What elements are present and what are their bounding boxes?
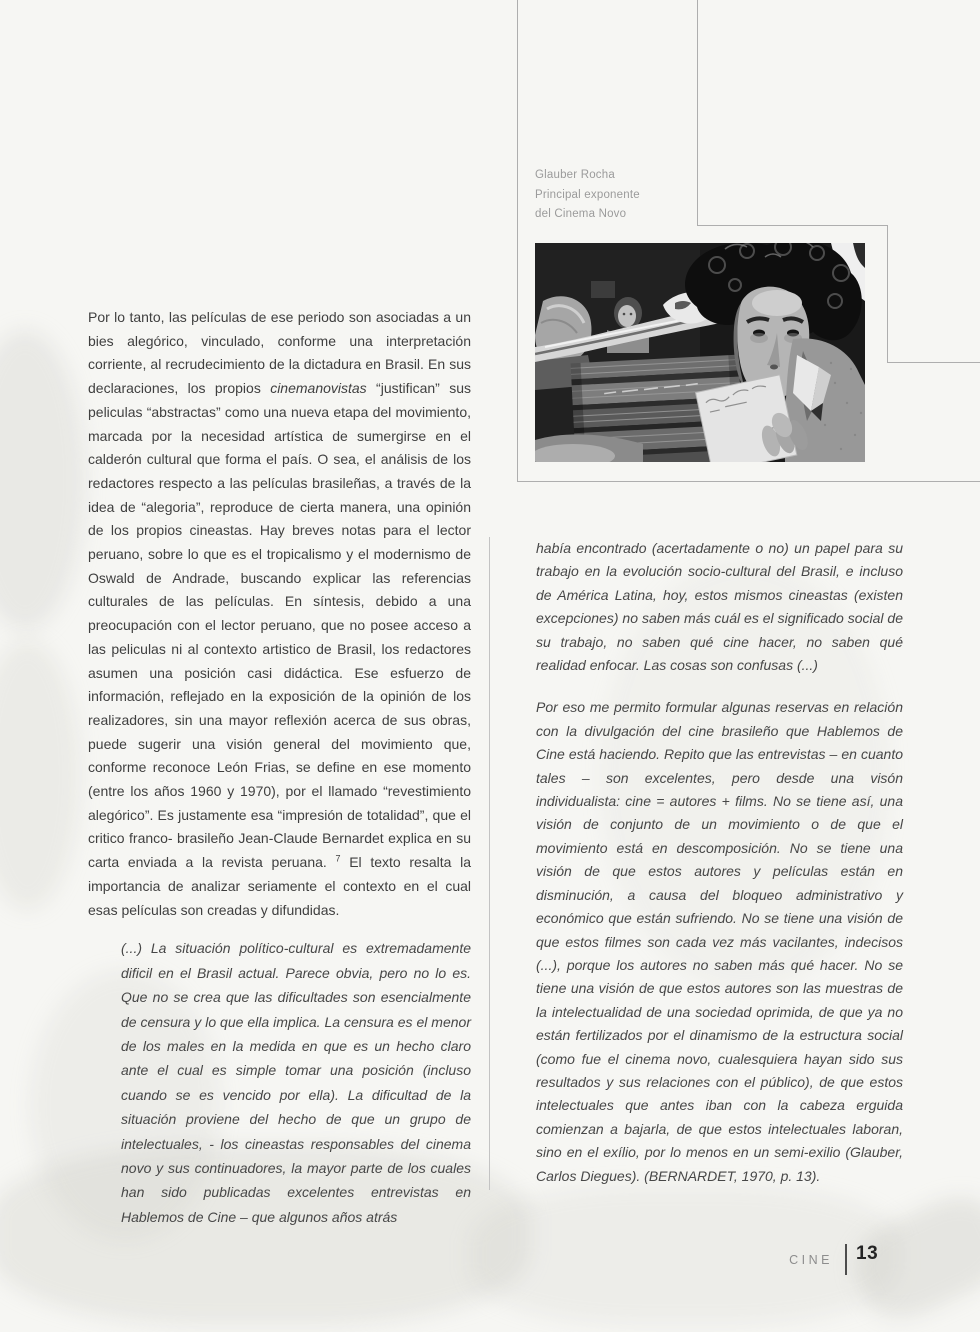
footer-section-label: CINE xyxy=(789,1253,833,1267)
frame-line-horizontal-right xyxy=(887,362,980,363)
frame-line-vertical-right xyxy=(887,225,888,363)
column-divider-rule xyxy=(489,537,490,1190)
block-quote: (...) La situación político-cultural es extremadamente dificil en el Brasil actual. Parece obvia, pero no lo es. Que no se crea que las dificultades son esencialmente de censura y lo que ella implica. La censura es el menor de los males en la medida en que es un hecho claro ante el cual es simple tomar una posición (incluso cuando se es vencido por ella). La dificultad de la situación proviene del hecho de que un grupo de intelectuales, - los cineastas responsables del cinema novo y sus continuadores, la mayor parte de los cuales han sido publicadas excelentes entrevistas en Hablemos de Cine – que algunos años atrás xyxy=(121,940,471,1225)
footer-separator-bar xyxy=(845,1244,847,1275)
block-quote: había encontrado (acertadamente o no) un papel para su trabajo en la evolución socio-cultural del Brasil, e incluso de América Latina, hoy, estos mismos cineastas (existen excepciones) no saben más cuál es el significado social de su trabajo, no saben qué cine hacer, no saben qué realidad enfocar. Las cosas son confusas (...) xyxy=(536,540,903,674)
texture-blob xyxy=(0,330,85,630)
body-paragraph xyxy=(88,306,471,922)
texture-blob xyxy=(470,1185,900,1325)
paragraph-text: El texto resalta la importancia de analizar seriamente el contexto en el cual esas películas son creadas y difundidas. xyxy=(88,854,471,918)
paragraph-text: Por lo tanto, las películas de ese periodo son asociadas a un bies alegórico, vinculado, conforme una interpretación corriente, al recrudecimiento de la dictadura en Brasil. En sus declaraciones, los propios xyxy=(88,309,471,397)
glauber-rocha-photo xyxy=(535,243,865,462)
frame-line-horizontal-bottom xyxy=(517,481,980,482)
left-column xyxy=(88,306,471,1229)
right-column xyxy=(536,537,903,1188)
caption-line: Principal exponente xyxy=(535,188,640,201)
photo-caption xyxy=(535,166,640,225)
page-number: 13 xyxy=(856,1243,879,1264)
frame-line-vertical-left xyxy=(517,0,518,481)
photo-illustration xyxy=(535,243,865,462)
paragraph-text: “justifican” sus peliculas “abstractas” como una nueva etapa del movimiento, marcada por la necesidad artística de sumergirse en el calderón cultural que forma el país. O sea, el análisis de los redactores respecto a las películas brasileñas, a través de la idea de “alegoria”, reproduce de cierta manera, una opinión de los propios cineastas. Hay breves notas para el lector peruano, sobre lo que es el tropicalismo y el modernismo de Oswald de Andrade, buscando explicar las referencias culturales de las películas. En síntesis, debido a una preocupación con el lector peruano, que no posee acceso a las peliculas ni al contexto artistico de Brasil, los redactores asumen una posición casi didáctica. Ese esfuerzo de información, reflejado en la exposición de la opinión de los realizadores, sin una mayor reflexión acerca de sus obras, puede sugerir una visión general del movimiento que, conforme reconoce León Frias, se define en ese momento (entre los años 1960 y 1970), por el llamado “revestimiento alegórico”. Es justamente esa “impresión de totalidad”, que el critico franco- brasileño Jean-Claude Bernardet explica en su carta enviada a la revista peruana. xyxy=(88,380,471,871)
italic-term: cinemanovistas xyxy=(270,380,367,397)
caption-line: Glauber Rocha xyxy=(535,169,615,181)
frame-line-vertical-top xyxy=(697,0,698,226)
footnote-marker: 7 xyxy=(335,853,341,864)
frame-line-horizontal-upper xyxy=(697,225,888,226)
texture-blob xyxy=(0,640,80,910)
caption-line: del Cinema Novo xyxy=(535,208,627,220)
block-quote: Por eso me permito formular algunas reservas en relación con la divulgación del cine brasileño que Hablemos de Cine está haciendo. Repito que las entrevistas – en cuanto tales – son excelentes, pero desde una visón individualista: cine = autores + films. No se tiene así, una visión de conjunto de un movimiento o de que el movimiento está en descomposición. No se tiene una visión de que estos autores y películas están en disminución, a causa del bloqueo administrativo y económico que están sufriendo. No se tiene una visión de que estos filmes son cada vez más vacilantes, indecisos (...), porque los autores no saben más qué hacer. No se tiene una visión de que estos autores son las muestras de la intelectualidad de una sociedad oprimida, de que ya no están fertilizados por el dinamismo de la estructura social (como fue el cinema novo, cualesquiera hayan sido sus resultados y sus relaciones con el público), de que estos intelectuales que antes iban con la cabeza erguida comienzan a bajarla, de que estos intelectuales laboran, sino en el exílio, por lo menos en un semi-exilio (Glauber, Carlos Diegues). (BERNARDET, 1970, p. 13). xyxy=(536,699,903,1184)
